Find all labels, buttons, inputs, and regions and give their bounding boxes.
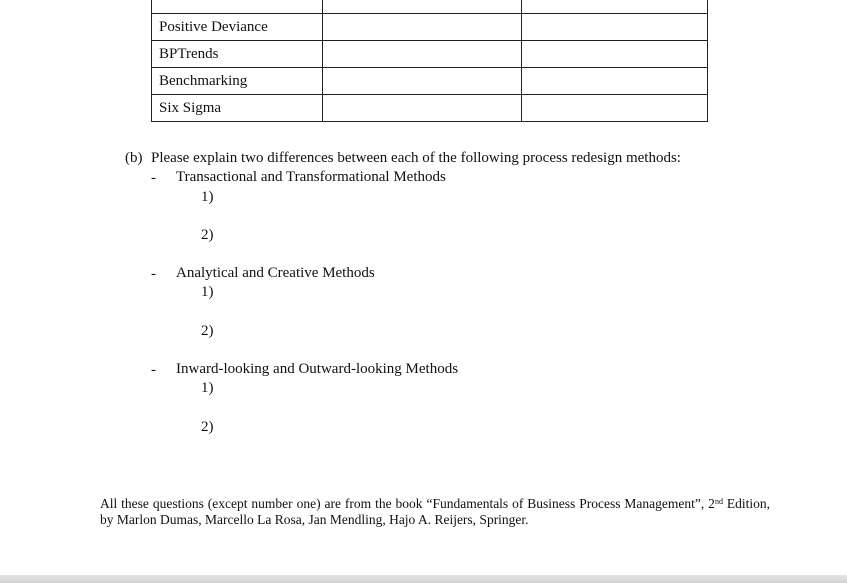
table-cell-empty	[323, 0, 522, 14]
table-cell-method: Six Sigma	[152, 95, 323, 122]
bullet-dash: -	[151, 266, 156, 282]
bullet-dash: -	[151, 170, 156, 186]
table-cell-empty	[323, 41, 522, 68]
question-b-prompt: Please explain two differences between each of the following process redesign methods:	[151, 150, 681, 166]
methods-table	[151, 0, 708, 122]
table-cell-empty	[522, 95, 708, 122]
table-cell-empty	[323, 14, 522, 41]
bullet-dash: -	[151, 362, 156, 378]
method-pair-title: Inward-looking and Outward-looking Methods	[176, 361, 459, 377]
question-b-label: (b)	[125, 150, 143, 166]
answer-number: 1)	[201, 380, 214, 396]
table-cell-method: Positive Deviance	[152, 14, 323, 41]
table-cell-empty	[522, 0, 708, 14]
table-cell-empty	[323, 95, 522, 122]
answer-number: 1)	[201, 284, 214, 300]
table-cell-empty	[522, 14, 708, 41]
table-row	[152, 41, 708, 68]
page-edge-shadow	[0, 575, 847, 583]
table-row-partial	[152, 0, 708, 14]
table-row	[152, 68, 708, 95]
answer-number: 2)	[201, 323, 214, 339]
table-cell-method: BPTrends	[152, 41, 323, 68]
method-pair-title: Transactional and Transformational Methods	[176, 169, 446, 185]
table-cell-empty	[323, 68, 522, 95]
table-row	[152, 14, 708, 41]
method-pair-title: Analytical and Creative Methods	[176, 265, 375, 281]
answer-number: 2)	[201, 227, 214, 243]
table-cell-empty	[522, 68, 708, 95]
answer-number: 1)	[201, 189, 214, 205]
table-cell-empty	[522, 41, 708, 68]
source-footnote: All these questions (except number one) are from the book “Fundamentals of Business Process Management”, 2nd Edition, by Marlon Dumas, Marcello La Rosa, Jan Mendling, Hajo A. Reijers, Springer.	[100, 496, 770, 527]
answer-number: 2)	[201, 419, 214, 435]
table-row	[152, 95, 708, 122]
table-cell-method	[152, 0, 323, 14]
table-cell-method: Benchmarking	[152, 68, 323, 95]
